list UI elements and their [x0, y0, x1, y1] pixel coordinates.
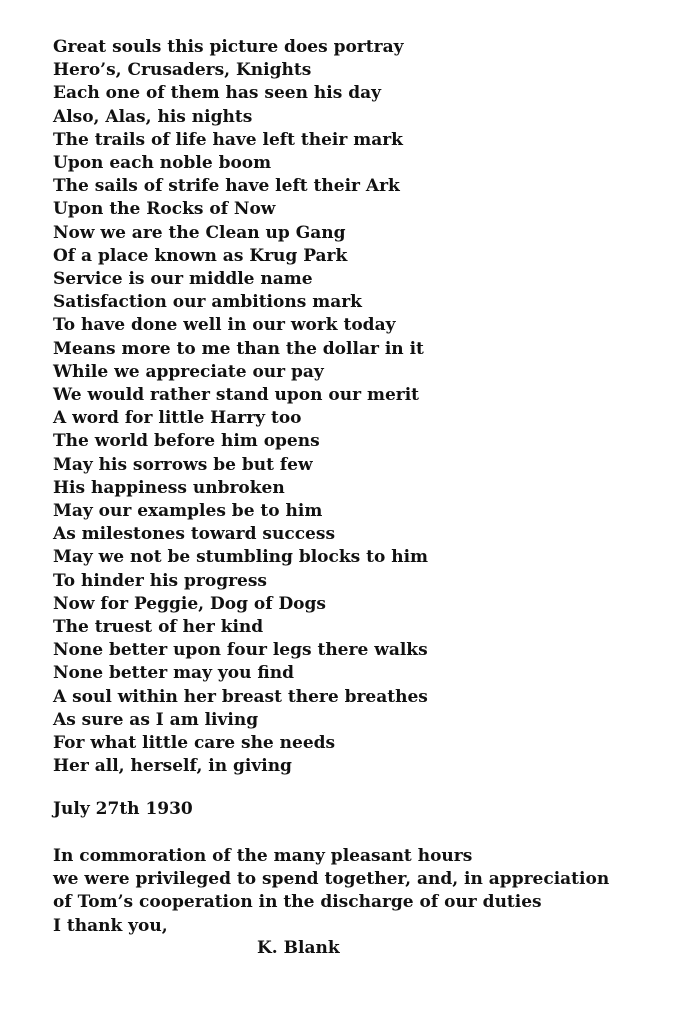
poem-line: Of a place known as Krug Park — [53, 245, 348, 266]
poem-line: We would rather stand upon our merit — [53, 385, 420, 406]
poem-line: Each one of them has seen his day — [53, 83, 381, 104]
poem-line: The trails of life have left their mark — [53, 129, 403, 150]
poem-line: The sails of strife have left their Ark — [53, 176, 400, 197]
poem-line: Hero’s, Crusaders, Knights — [53, 60, 312, 81]
poem-line: To hinder his progress — [53, 570, 268, 591]
poem-line: A word for little Harry too — [53, 408, 302, 429]
dedication — [53, 845, 683, 938]
dedication-line: of Tom’s cooperation in the discharge of our duties — [53, 892, 542, 913]
poem-line: Satisfaction our ambitions mark — [53, 292, 362, 313]
poem-line: As milestones toward success — [53, 524, 336, 545]
dedication-line: I thank you, — [53, 915, 168, 936]
poem-line: Upon the Rocks of Now — [53, 199, 276, 220]
poem-line: Upon each noble boom — [53, 153, 272, 174]
poem-line: For what little care she needs — [53, 733, 336, 754]
poem-line: To have done well in our work today — [53, 315, 396, 336]
poem-line: None better may you find — [53, 663, 294, 684]
poem-line: Now we are the Clean up Gang — [53, 222, 346, 243]
poem-line: Her all, herself, in giving — [53, 756, 292, 777]
poem-line: Also, Alas, his nights — [53, 106, 253, 127]
poem-line: May we not be stumbling blocks to him — [53, 547, 429, 568]
poem — [53, 36, 673, 779]
signature: K. Blank — [257, 938, 340, 958]
poem-line: None better upon four legs there walks — [53, 640, 428, 661]
poem-line: The truest of her kind — [53, 617, 264, 638]
dedication-line: In commoration of the many pleasant hours — [53, 846, 473, 866]
poem-line: His happiness unbroken — [53, 477, 285, 498]
poem-line: Means more to me than the dollar in it — [53, 338, 424, 359]
poem-line: May our examples be to him — [53, 501, 323, 522]
date-line: July 27th 1930 — [53, 799, 193, 819]
poem-line: A soul within her breast there breathes — [53, 686, 428, 707]
poem-line: While we appreciate our pay — [53, 361, 324, 382]
poem-line: Service is our middle name — [53, 269, 313, 290]
dedication-line: we were privileged to spend together, and, in appreciation — [53, 869, 610, 890]
poem-line: Now for Peggie, Dog of Dogs — [53, 593, 326, 614]
poem-line: The world before him opens — [53, 431, 320, 452]
poem-line: Great souls this picture does portray — [53, 37, 404, 57]
poem-line: As sure as I am living — [53, 709, 259, 730]
poem-line: May his sorrows be but few — [53, 454, 313, 475]
